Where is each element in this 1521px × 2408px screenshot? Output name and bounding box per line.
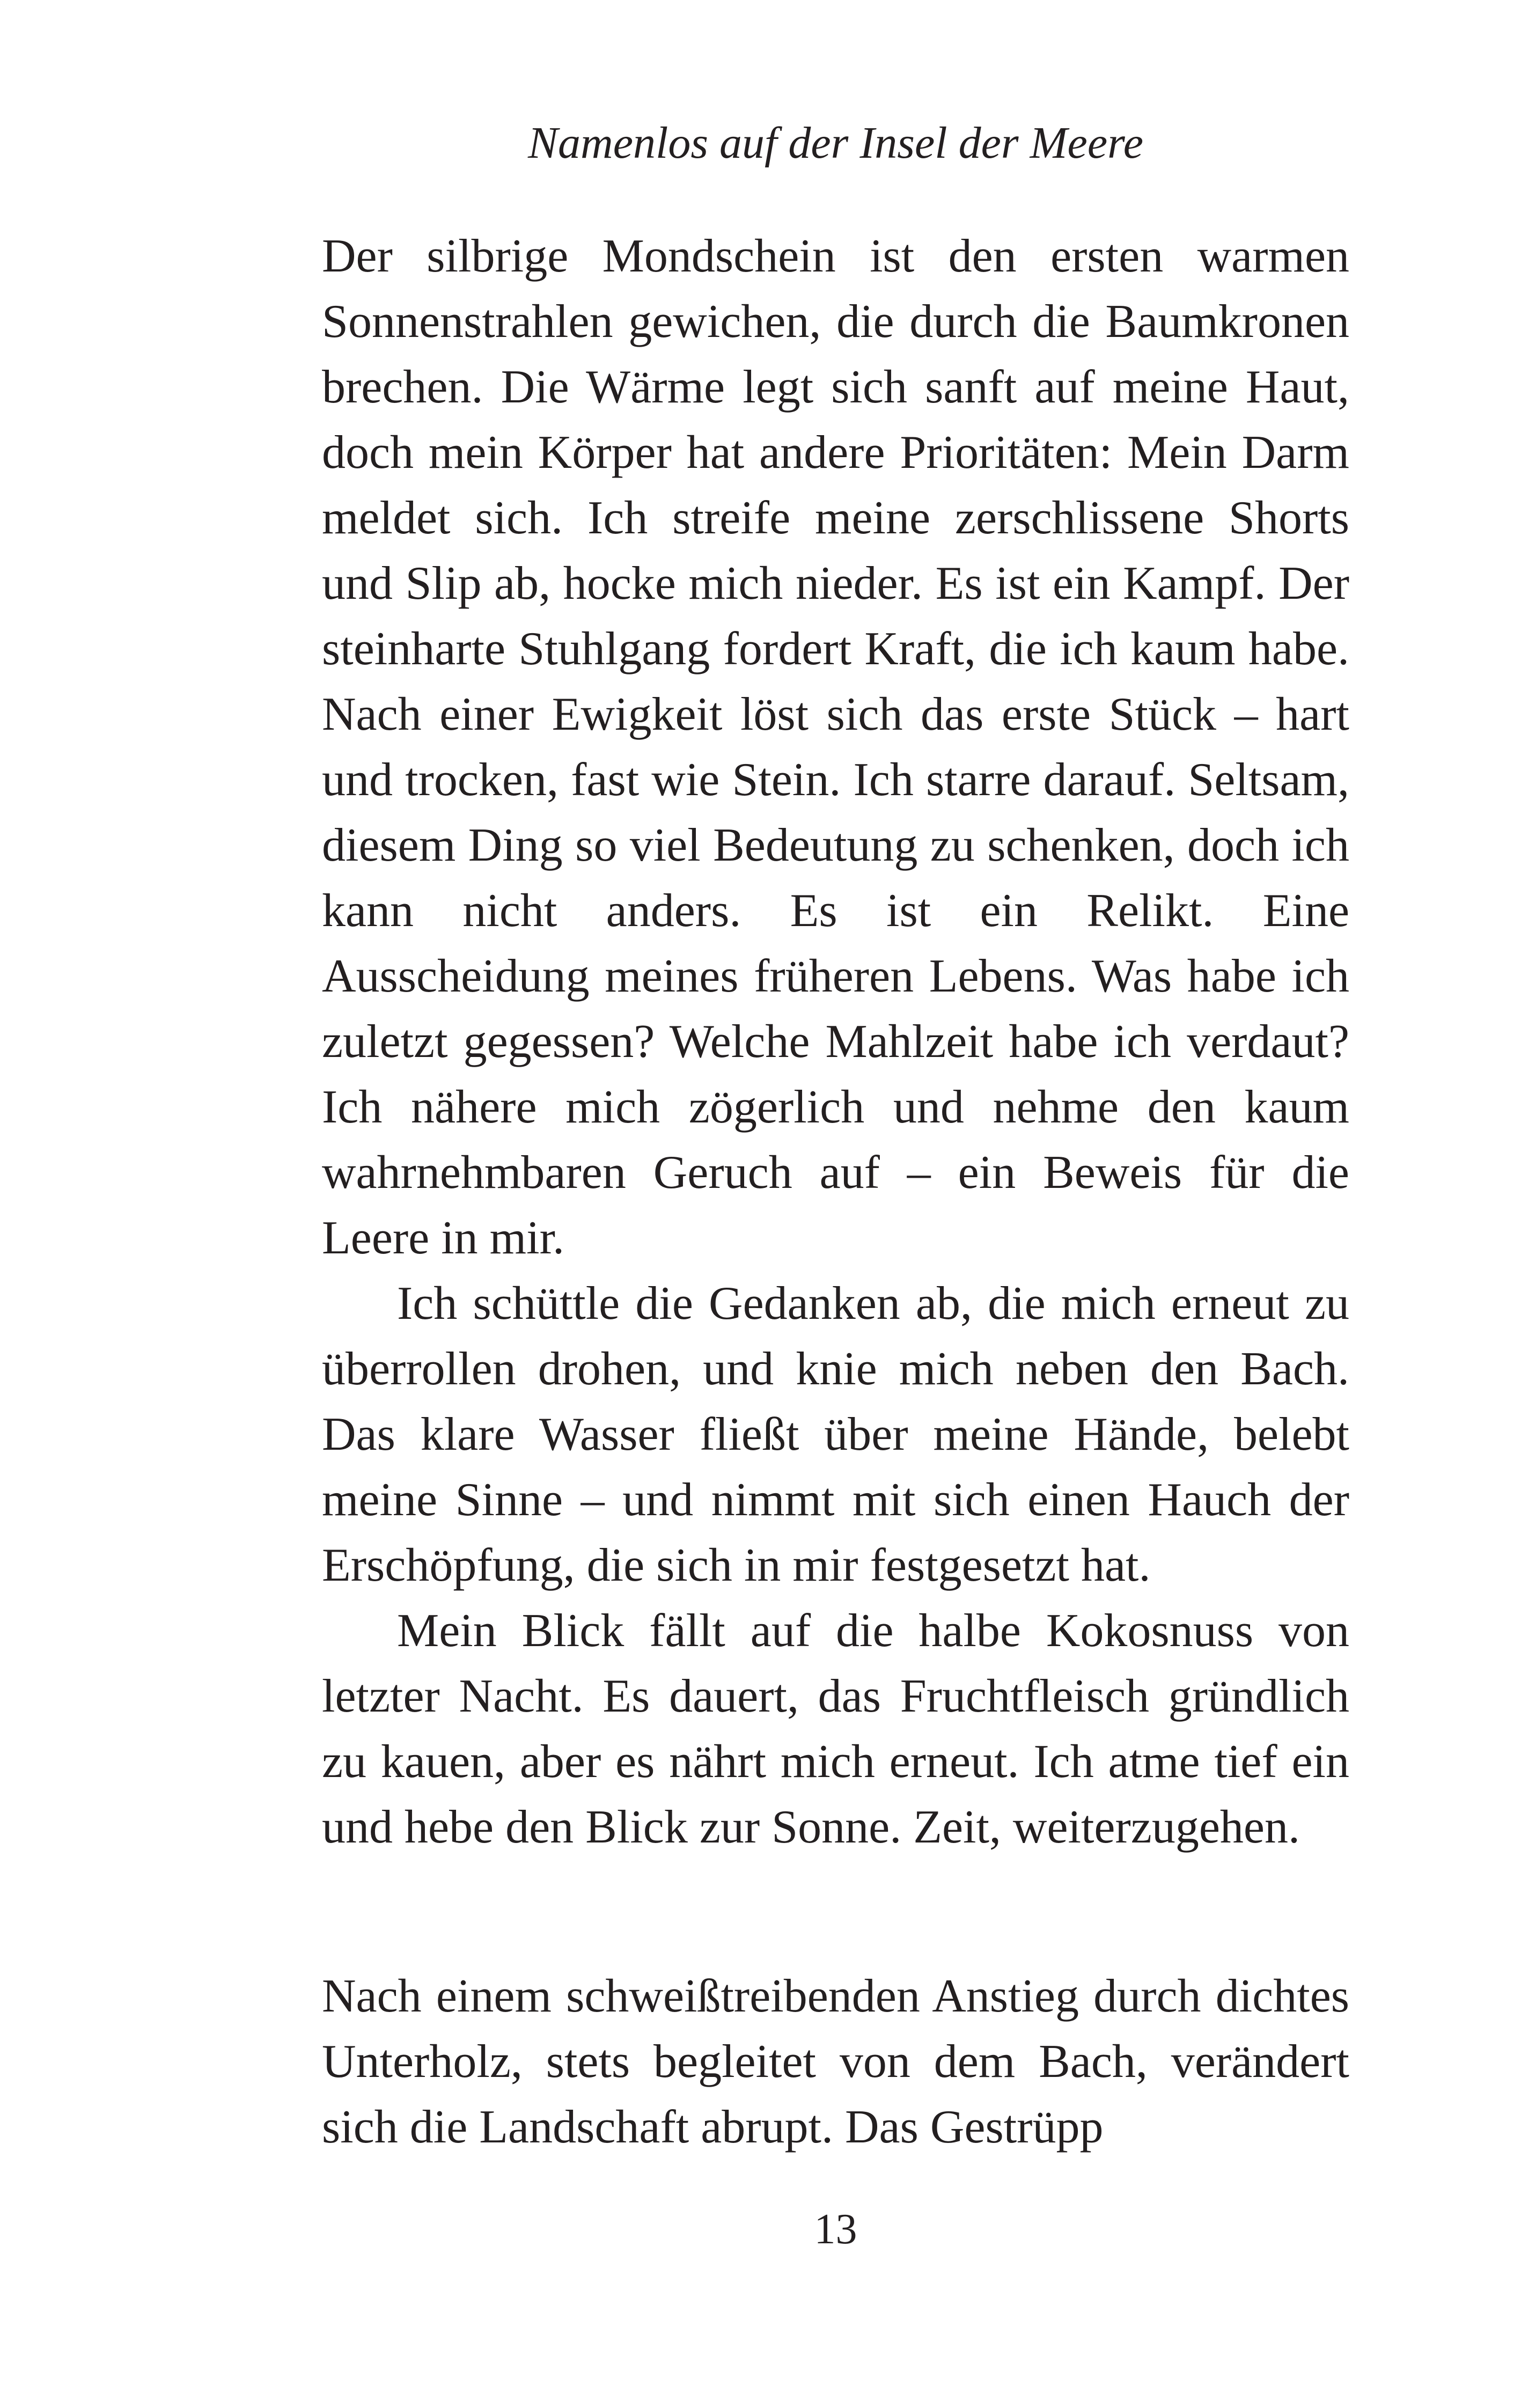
- paragraph: Nach einem schweißtreibenden Anstieg durch dichtes Unterholz, stets begleitet von dem Bach, verändert sich die Landschaft abrupt. Das Gestrüpp: [322, 1970, 1349, 2153]
- running-head-title: Namenlos auf der Insel der Meere: [528, 118, 1143, 168]
- page-number: 13: [814, 2206, 857, 2253]
- paragraph: Mein Blick fällt auf die halbe Kokosnuss von letzter Nacht. Es dauert, das Fruchtfleisch gründlich zu kauen, aber es nährt mich erneut. Ich atme tief ein und hebe den Blick zur Sonne. Zeit, weiterzugehen.: [322, 1605, 1349, 1853]
- paragraph: Ich schüttle die Gedanken ab, die mich erneut zu überrollen drohen, und knie mich neben den Bach. Das klare Wasser fließt über meine Hände, belebt meine Sinne – und nimmt mit sich einen Hauch der Erschöpfung, die sich in mir festgesetzt hat.: [322, 1278, 1349, 1591]
- text-section-1: [322, 224, 1349, 1860]
- text-section-2: [322, 1964, 1349, 2160]
- paragraph: Der silbrige Mondschein ist den ersten warmen Sonnenstrahlen gewichen, die durch die Baumkronen brechen. Die Wärme legt sich sanft auf meine Haut, doch mein Körper hat andere Prioritäten: Mein Darm meldet sich. Ich streife meine zerschlissene Shorts und Slip ab, hocke mich nieder. Es ist ein Kampf. Der steinharte Stuhlgang fordert Kraft, die ich kaum habe. Nach einer Ewigkeit löst sich das erste Stück – hart und trocken, fast wie Stein. Ich starre darauf. Seltsam, diesem Ding so viel Bedeutung zu schenken, doch ich kann nicht anders. Es ist ein Relikt. Eine Ausscheidung meines früheren Lebens. Was habe ich zuletzt gegessen? Welche Mahlzeit habe ich verdaut? Ich nähere mich zögerlich und nehme den kaum wahrnehmbaren Geruch auf – ein Beweis für die Leere in mir.: [322, 230, 1349, 1264]
